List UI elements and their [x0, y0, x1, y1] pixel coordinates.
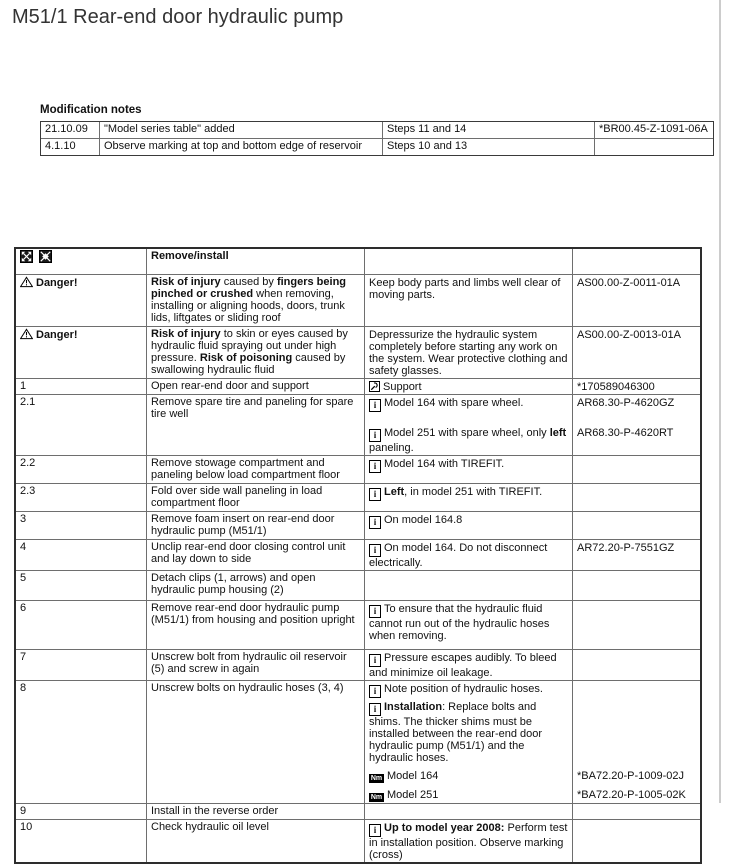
doc-number-cell: [572, 601, 700, 643]
text: Unscrew bolt from hydraulic oil reservoir (5) and screw in again: [151, 651, 347, 675]
note-filler: [365, 571, 572, 600]
note-cell: [365, 275, 572, 302]
procedure-row-6: [16, 600, 700, 649]
note-filler: [365, 302, 572, 326]
procedure-row-danger-1: [16, 274, 700, 326]
mod-doc-cell: [594, 138, 713, 155]
procedure-row-2.1: [16, 394, 700, 455]
torque-nm-icon: Nm: [370, 775, 383, 782]
danger-label: Danger!: [36, 329, 78, 341]
empty-header-note-cell: [365, 249, 572, 274]
procedure-row-8: [16, 680, 700, 803]
info-icon: i: [369, 605, 381, 618]
doc-number-cell: [572, 512, 700, 530]
note-cell: [365, 395, 572, 413]
procedure-row-10: [16, 819, 700, 862]
step-number-cell: 4: [16, 540, 147, 570]
note-filler: [365, 643, 572, 649]
step-number-cell: 8: [16, 681, 147, 803]
text: Depressurize the hydraulic system completely before starting any work on the system. Wear protective clothing and safety glasses.: [369, 329, 568, 377]
doc-number-cell: *170589046300: [572, 379, 700, 394]
text: Remove rear-end door hydraulic pump (M51/1) from housing and position upright: [151, 602, 355, 626]
doc-filler: [572, 302, 700, 326]
info-icon: i: [369, 429, 381, 442]
note-cell: [365, 484, 572, 502]
danger-cell: [16, 327, 147, 378]
text: Model 251 with spare wheel, only: [384, 427, 550, 439]
text: Unscrew bolts on hydraulic hoses (3, 4): [151, 682, 344, 694]
info-icon: i: [369, 824, 381, 837]
procedure-row-9: [16, 803, 700, 819]
text: Fold over side wall paneling in load compartment floor: [151, 485, 323, 509]
doc-filler: [572, 474, 700, 483]
note-cell: [365, 765, 572, 784]
doc-filler: [572, 804, 700, 819]
mod-steps-cell: Steps 10 and 13: [382, 138, 594, 155]
mod-description-cell: "Model series table" added: [99, 122, 382, 138]
step-number-cell: 2.3: [16, 484, 147, 511]
text: caused by: [220, 276, 277, 288]
mod-doc-cell: *BR00.45-Z-1091-06A: [594, 122, 713, 138]
modification-note-row: [41, 138, 713, 155]
text: Perform test in installation position. Observe marking (cross): [369, 822, 568, 861]
doc-number-cell: AR68.30-P-4620RT: [572, 413, 700, 455]
torque-nm-icon: Nm: [370, 794, 383, 801]
mod-description-cell: Observe marking at top and bottom edge of reservoir: [99, 138, 382, 155]
procedure-text-cell: [147, 327, 365, 378]
note-filler: [365, 804, 572, 819]
text: Detach clips (1, arrows) and open hydraulic pump housing (2): [151, 572, 316, 596]
step-number-cell: 3: [16, 512, 147, 539]
text: Pressure escapes audibly. To bleed and minimize oil leakage.: [369, 652, 557, 679]
procedure-row-3: [16, 511, 700, 539]
header-icons-cell: [16, 249, 147, 274]
text: Check hydraulic oil level: [151, 821, 269, 833]
procedure-row-danger-2: [16, 326, 700, 378]
info-icon: i: [369, 460, 381, 473]
note-cell: [365, 681, 572, 699]
text: , in model 251 with TIREFIT.: [404, 486, 543, 498]
text: paneling.: [369, 442, 414, 454]
bold-text: Risk of injury: [151, 328, 221, 340]
note-cell: [365, 413, 572, 455]
procedure-text-cell: [147, 820, 365, 862]
doc-number-cell: *BA72.20-P-1005-02K: [572, 784, 700, 803]
procedure-text-cell: [147, 512, 365, 539]
doc-number-cell: AR72.20-P-7551GZ: [572, 540, 700, 570]
remove-install-header: Remove/install: [147, 249, 365, 274]
text: Model 164 with TIREFIT.: [384, 458, 505, 470]
remove-icon: [20, 250, 33, 263]
note-cell: [365, 820, 572, 862]
note-cell: [365, 699, 572, 765]
doc-number-cell: AS00.00-Z-0013-01A: [572, 327, 700, 378]
procedure-row-4: [16, 539, 700, 570]
note-cell: [365, 512, 572, 530]
note-filler: [365, 530, 572, 539]
warning-triangle-icon: [20, 328, 33, 340]
doc-number-cell: AR68.30-P-4620GZ: [572, 395, 700, 413]
text: Unclip rear-end door closing control unit and lay down to side: [151, 541, 346, 565]
doc-number-cell: [572, 456, 700, 474]
step-number-cell: 9: [16, 804, 147, 819]
note-filler: [365, 502, 572, 511]
doc-number-cell: [572, 650, 700, 680]
danger-label: Danger!: [36, 277, 78, 289]
info-icon: i: [369, 399, 381, 412]
frame-divider: [719, 0, 721, 803]
note-filler: [365, 474, 572, 483]
bold-text: Up to model year 2008:: [384, 822, 505, 834]
procedure-text-cell: [147, 456, 365, 483]
procedure-text-cell: [147, 540, 365, 570]
mod-steps-cell: Steps 11 and 14: [382, 122, 594, 138]
procedure-row-2.3: [16, 483, 700, 511]
procedure-table: [14, 247, 702, 864]
page-title: M51/1 Rear-end door hydraulic pump: [12, 6, 344, 28]
danger-cell: [16, 275, 147, 326]
bold-text: Left: [384, 486, 405, 498]
doc-number-cell: AS00.00-Z-0011-01A: [572, 275, 700, 302]
text: Model 251: [387, 789, 439, 801]
doc-number-cell: [572, 484, 700, 502]
info-icon: i: [369, 703, 381, 716]
procedure-table-header-row: [16, 249, 700, 274]
text: On model 164.8: [384, 514, 463, 526]
procedure-text-cell: [147, 601, 365, 649]
note-cell: [365, 650, 572, 680]
procedure-text-cell: [147, 681, 365, 803]
info-icon: i: [369, 488, 381, 501]
procedure-text-cell: [147, 275, 365, 326]
text: Open rear-end door and support: [151, 380, 309, 392]
step-number-cell: 6: [16, 601, 147, 649]
warning-triangle-icon: [20, 276, 33, 288]
procedure-text-cell: [147, 395, 365, 455]
step-number-cell: 2.2: [16, 456, 147, 483]
doc-filler: [572, 643, 700, 649]
note-cell: [365, 540, 572, 570]
procedure-text-cell: [147, 379, 365, 394]
procedure-row-5: [16, 570, 700, 600]
procedure-row-2.2: [16, 455, 700, 483]
procedure-text-cell: [147, 484, 365, 511]
doc-filler: [572, 530, 700, 539]
text: Remove stowage compartment and paneling below load compartment floor: [151, 457, 340, 481]
text: when removing, installing or aligning hoods, doors, trunk lids, liftgates or sliding roof: [151, 288, 345, 324]
empty-header-doc-cell: [572, 249, 700, 274]
text: Remove foam insert on rear-end door hydraulic pump (M51/1): [151, 513, 335, 537]
info-icon: i: [369, 685, 381, 698]
procedure-row-1: [16, 378, 700, 394]
bold-text: Installation: [384, 701, 443, 713]
install-icon: [39, 250, 52, 263]
info-icon: i: [369, 544, 381, 557]
text: to skin or eyes caused by hydraulic fluid spraying out under high pressure.: [151, 328, 348, 364]
text: caused by swallowing hydraulic fluid: [151, 352, 346, 376]
bold-text: Risk of poisoning: [199, 352, 293, 364]
info-icon: i: [369, 654, 381, 667]
mod-date-cell: 4.1.10: [41, 138, 99, 155]
procedure-text-cell: [147, 571, 365, 600]
doc-filler: [572, 502, 700, 511]
procedure-text-cell: [147, 650, 365, 680]
mod-date-cell: 21.10.09: [45, 123, 88, 135]
doc-filler: [572, 571, 700, 600]
text: Model 164 with spare wheel.: [384, 397, 524, 409]
modification-note-row: [41, 122, 713, 138]
bold-text: fingers being pinched or crushed: [151, 276, 347, 300]
doc-number-cell: [572, 820, 700, 862]
step-number-cell: 1: [16, 379, 147, 394]
text: : Replace bolts and shims. The thicker shims must be installed between the rear-end door hydraulic pump (M51/1) and the hydraulic hoses.: [369, 701, 543, 764]
note-cell: [365, 456, 572, 474]
text: Note position of hydraulic hoses.: [384, 683, 543, 695]
text: On model 164. Do not disconnect electrically.: [369, 542, 548, 569]
step-number-cell: 2.1: [16, 395, 147, 455]
step-number-cell: 10: [16, 820, 147, 862]
text: To ensure that the hydraulic fluid cannot run out of the hydraulic hoses when removing.: [369, 603, 550, 642]
note-cell: [365, 379, 572, 394]
modification-notes-table: [40, 121, 714, 156]
text: Keep body parts and limbs well clear of moving parts.: [369, 277, 561, 301]
procedure-row-7: [16, 649, 700, 680]
note-cell: [365, 327, 572, 378]
note-cell: [365, 601, 572, 643]
step-number-cell: 7: [16, 650, 147, 680]
procedure-text-cell: [147, 804, 365, 819]
step-number-cell: 5: [16, 571, 147, 600]
doc-number-cell: [572, 681, 700, 699]
tool-icon: [369, 381, 380, 392]
text: Remove spare tire and paneling for spare tire well: [151, 396, 354, 420]
text: Model 164: [387, 770, 439, 782]
note-cell: [365, 784, 572, 803]
modification-notes-heading: Modification notes: [40, 104, 142, 116]
doc-number-cell: *BA72.20-P-1009-02J: [572, 765, 700, 784]
bold-text: left: [549, 427, 567, 439]
bold-text: Risk of injury: [151, 276, 221, 288]
text: Install in the reverse order: [151, 805, 279, 817]
doc-number-cell: [572, 699, 700, 765]
text: Support: [383, 381, 422, 393]
info-icon: i: [369, 516, 381, 529]
